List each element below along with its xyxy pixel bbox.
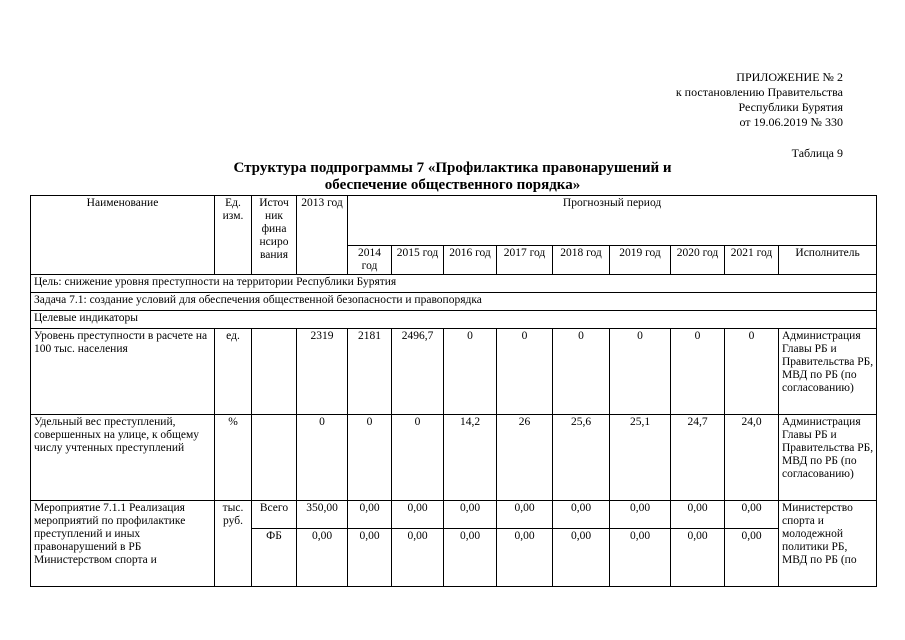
value-cell: 0: [497, 329, 553, 415]
value-cell: 0,00: [610, 501, 671, 529]
value-cell: 0,00: [297, 529, 348, 587]
event-source: ФБ: [252, 529, 297, 587]
value-cell: 0,00: [392, 501, 444, 529]
value-cell: 0,00: [671, 501, 725, 529]
header-unit: Ед. изм.: [215, 196, 252, 275]
event-unit: тыс. руб.: [215, 501, 252, 587]
appendix-block: [676, 70, 843, 130]
value-cell: 0,00: [610, 529, 671, 587]
goal-row: [31, 275, 877, 293]
event-name: Мероприятие 7.1.1 Реализация мероприятий по профилактике преступлений и иных правонарушений в РБ Министерством спорта и: [31, 501, 215, 587]
task-text: Задача 7.1: создание условий для обеспечения общественной безопасности и правопорядка: [31, 293, 877, 311]
value-cell: 0,00: [497, 501, 553, 529]
value-cell: 0: [392, 415, 444, 501]
header-source: Источ ник фина нсиро вания: [252, 196, 297, 275]
indicators-row: [31, 311, 877, 329]
header-year: 2016 год: [444, 246, 497, 275]
event-executor: Министерство спорта и молодежной политики РБ, МВД по РБ (по: [779, 501, 877, 587]
subprogram-table: [30, 195, 877, 587]
value-cell: 0,00: [497, 529, 553, 587]
value-cell: 0: [553, 329, 610, 415]
header-row-1: [31, 196, 877, 246]
value-cell: 2496,7: [392, 329, 444, 415]
value-cell: 0: [348, 415, 392, 501]
header-year: 2021 год: [725, 246, 779, 275]
value-cell: 25,1: [610, 415, 671, 501]
table-row: [31, 415, 877, 501]
indicator-unit: ед.: [215, 329, 252, 415]
indicator-source: [252, 329, 297, 415]
indicator-unit: %: [215, 415, 252, 501]
indicators-text: Целевые индикаторы: [31, 311, 877, 329]
indicator-source: [252, 415, 297, 501]
appendix-line: Республики Бурятия: [738, 100, 843, 114]
value-cell: 0: [671, 329, 725, 415]
value-cell: 0,00: [553, 529, 610, 587]
value-cell: 0,00: [553, 501, 610, 529]
appendix-line: к постановлению Правительства: [675, 85, 843, 99]
header-forecast: Прогнозный период: [348, 196, 877, 246]
value-cell: 0,00: [671, 529, 725, 587]
value-cell: 0,00: [444, 501, 497, 529]
value-cell: 24,0: [725, 415, 779, 501]
appendix-line: ПРИЛОЖЕНИЕ № 2: [736, 70, 843, 84]
value-cell: 0: [610, 329, 671, 415]
header-executor: Исполнитель: [779, 246, 877, 275]
value-cell: 350,00: [297, 501, 348, 529]
executor-cell: Администрация Главы РБ и Правительства РБ, МВД по РБ (по согласованию): [779, 329, 877, 415]
header-year: 2019 год: [610, 246, 671, 275]
value-cell: 0,00: [392, 529, 444, 587]
title-line-1: Структура подпрограммы 7 «Профилактика правонарушений и: [233, 160, 672, 176]
header-name: Наименование: [31, 196, 215, 275]
document-title: [0, 160, 905, 194]
goal-text: Цель: снижение уровня преступности на территории Республики Бурятия: [31, 275, 877, 293]
appendix-line: от 19.06.2019 № 330: [739, 115, 843, 129]
value-cell: 0,00: [725, 501, 779, 529]
title-line-2: обеспечение общественного порядка»: [324, 177, 581, 193]
value-cell: 14,2: [444, 415, 497, 501]
value-cell: 0: [725, 329, 779, 415]
table-row: [31, 329, 877, 415]
executor-cell: Администрация Главы РБ и Правительства РБ, МВД по РБ (по согласованию): [779, 415, 877, 501]
value-cell: 0,00: [348, 501, 392, 529]
indicator-name: Уровень преступности в расчете на 100 тыс. населения: [31, 329, 215, 415]
event-source: Всего: [252, 501, 297, 529]
value-cell: 2319: [297, 329, 348, 415]
value-cell: 0,00: [348, 529, 392, 587]
event-row-total: [31, 501, 877, 529]
value-cell: 2181: [348, 329, 392, 415]
value-cell: 0,00: [725, 529, 779, 587]
header-year: 2015 год: [392, 246, 444, 275]
header-year: 2014 год: [348, 246, 392, 275]
value-cell: 26: [497, 415, 553, 501]
task-row: [31, 293, 877, 311]
header-year: 2018 год: [553, 246, 610, 275]
indicator-name: Удельный вес преступлений, совершенных на улице, к общему числу учтенных преступлений: [31, 415, 215, 501]
value-cell: 25,6: [553, 415, 610, 501]
value-cell: 0,00: [444, 529, 497, 587]
value-cell: 0: [297, 415, 348, 501]
header-year: 2017 год: [497, 246, 553, 275]
header-year: 2020 год: [671, 246, 725, 275]
value-cell: 0: [444, 329, 497, 415]
header-base-year: 2013 год: [297, 196, 348, 275]
table-number: Таблица 9: [791, 146, 843, 160]
value-cell: 24,7: [671, 415, 725, 501]
